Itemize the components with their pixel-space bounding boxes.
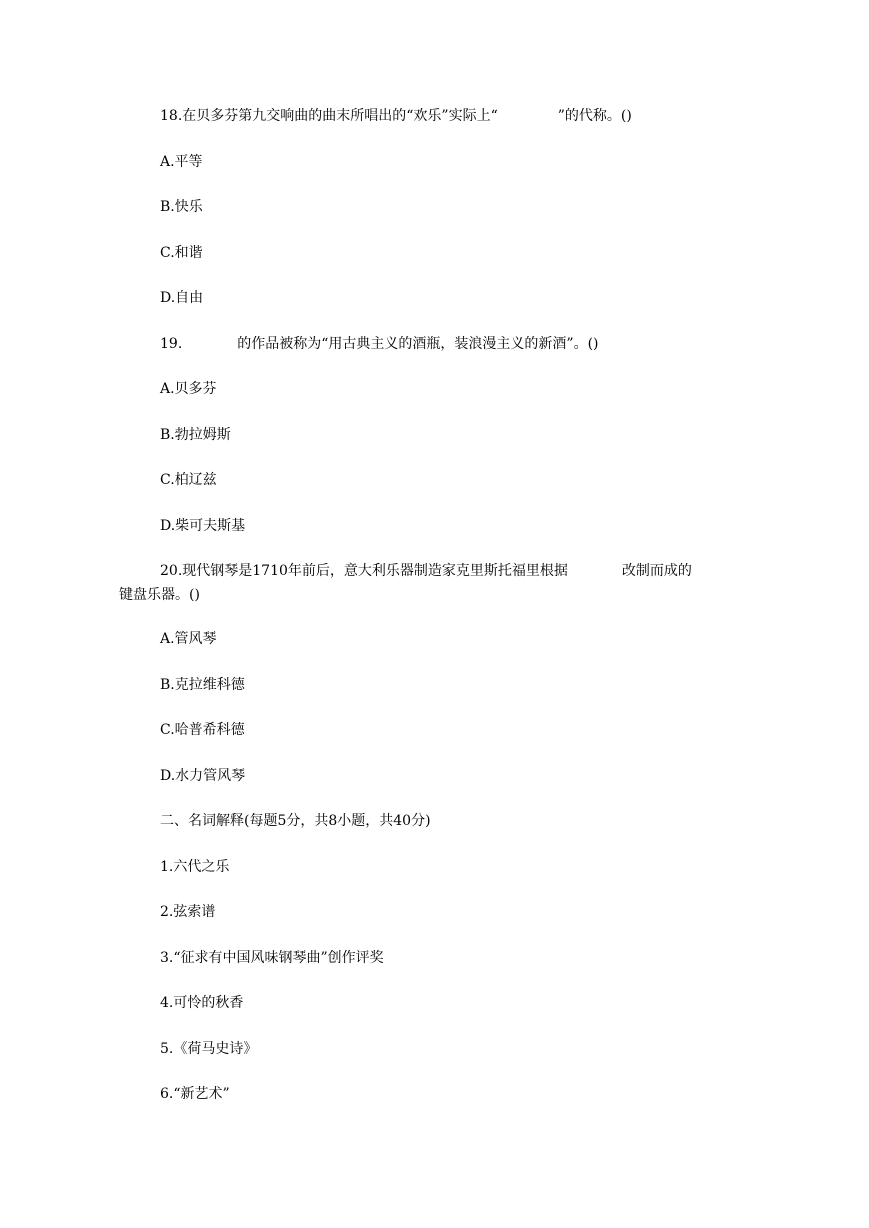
question-20-option-c: C.哈普希科德 [160,722,245,738]
question-20-stem-pre: 20.现代钢琴是1710年前后，意大利乐器制造家克里斯托福里根据 [160,563,568,579]
question-19-option-a: A.贝多芬 [160,381,217,397]
question-20-option-b: B.克拉维科德 [160,677,245,693]
term-item-2: 2.弦索谱 [160,904,216,920]
question-19-option-c: C.柏辽兹 [160,472,217,488]
term-item-3: 3.“征求有中国风味钢琴曲”创作评奖 [160,950,384,966]
question-19-number: 19. [160,336,183,352]
term-item-6: 6.“新艺术” [160,1086,230,1102]
question-20-option-d: D.水力管风琴 [160,768,246,784]
question-18-option-d: D.自由 [160,290,204,306]
question-19-stem [160,335,599,353]
question-19-stem-post: 的作品被称为“用古典主义的酒瓶，装浪漫主义的新酒”。() [237,336,599,352]
question-20-option-a: A.管风琴 [160,631,217,647]
question-20-stem-line2: 键盘乐器。() [119,587,200,603]
question-20-stem-post: 改制而成的 [621,563,692,579]
question-18-stem [160,107,632,125]
question-18-option-a: A.平等 [160,154,203,170]
question-19-option-b: B.勃拉姆斯 [160,427,231,443]
question-18-stem-pre: 18.在贝多芬第九交响曲的曲末所唱出的“欢乐”实际上“ [160,108,498,124]
question-19-option-d: D.柴可夫斯基 [160,518,246,534]
section-2-heading: 二、名词解释(每题5分，共8小题，共40分) [160,813,431,829]
term-item-5: 5.《荷马史诗》 [160,1041,258,1057]
question-18-option-b: B.快乐 [160,199,203,215]
term-item-4: 4.可怜的秋香 [160,995,244,1011]
question-20-stem [160,562,692,580]
term-item-1: 1.六代之乐 [160,859,230,875]
question-18-stem-post: ”的代称。() [557,108,632,124]
question-18-option-c: C.和谐 [160,245,203,261]
